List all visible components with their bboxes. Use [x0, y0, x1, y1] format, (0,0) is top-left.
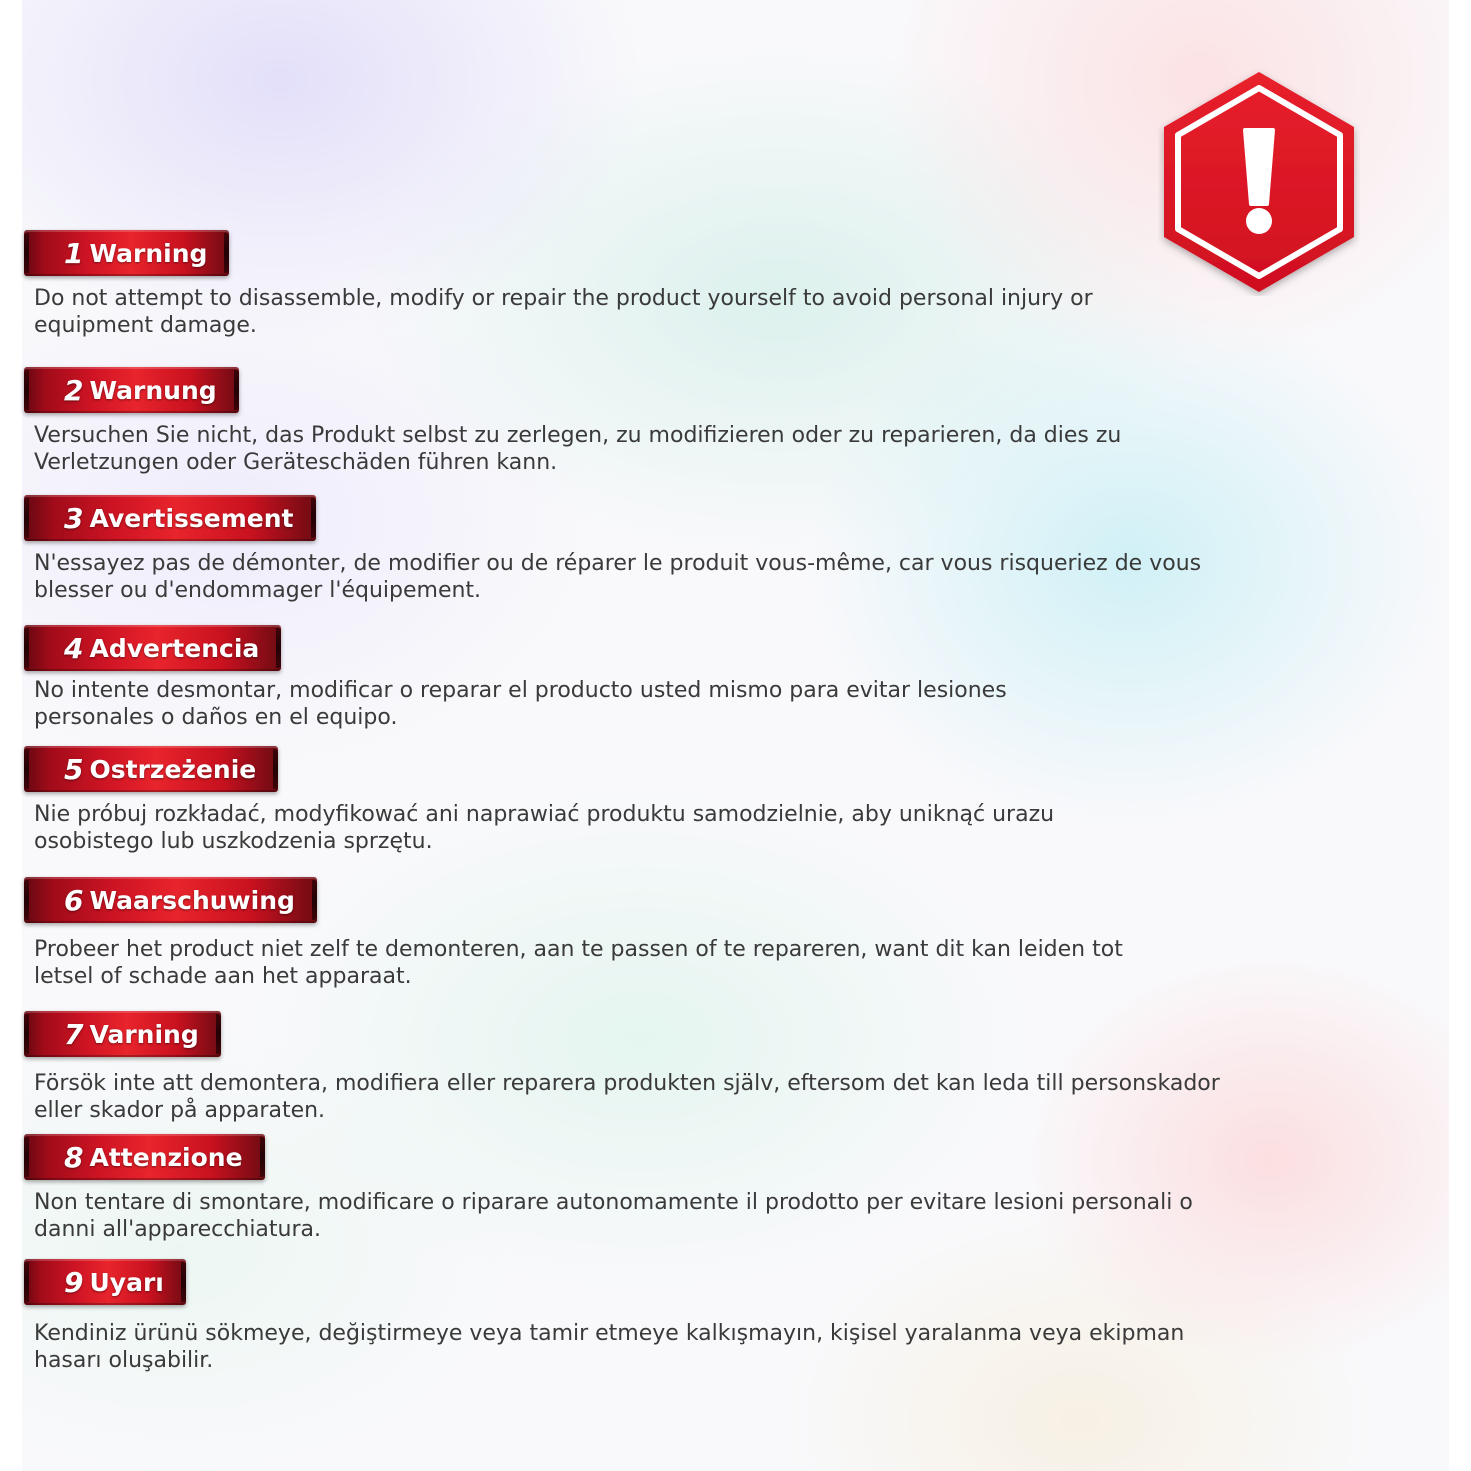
page-edge-right — [1449, 0, 1471, 1471]
section-title: Waarschuwing — [89, 885, 295, 915]
section-badge-7 — [24, 1011, 221, 1057]
section-text-line: Nie próbuj rozkładać, modyfikować ani naprawiać produktu samodzielnie, aby uniknąć urazu — [34, 802, 1055, 827]
section-title: Warning — [89, 238, 208, 268]
section-text-line: danni all'apparecchiatura. — [34, 1217, 321, 1242]
section-text-9 — [34, 1320, 1184, 1374]
section-text-6 — [34, 936, 1123, 990]
section-badge-3 — [24, 495, 316, 541]
section-title: Avertissement — [89, 503, 294, 533]
section-title: Attenzione — [89, 1142, 243, 1172]
section-text-line: Do not attempt to disassemble, modify or repair the product yourself to avoid personal injury or — [34, 286, 1093, 311]
section-text-line: Non tentare di smontare, modificare o riparare autonomamente il prodotto per evitare lesioni personali o — [34, 1190, 1193, 1215]
section-badge-4 — [24, 625, 281, 671]
section-title: Varning — [89, 1019, 199, 1049]
section-text-7 — [34, 1070, 1220, 1124]
section-text-line: Kendiniz ürünü sökmeye, değiştirmeye veya tamir etmeye kalkışmayın, kişisel yaralanma veya ekipman — [34, 1321, 1185, 1346]
section-text-line: N'essayez pas de démonter, de modifier ou de réparer le produit vous-même, car vous risqueriez de vous — [34, 551, 1202, 576]
section-text-line: personales o daños en el equipo. — [34, 705, 398, 730]
section-text-line: Verletzungen oder Geräteschäden führen kann. — [34, 450, 558, 475]
section-text-8 — [34, 1189, 1193, 1243]
section-number: 7 — [64, 1017, 84, 1051]
section-text-line: No intente desmontar, modificar o reparar el producto usted mismo para evitar lesiones — [34, 678, 1007, 703]
section-number: 4 — [64, 631, 84, 665]
section-badge-6 — [24, 877, 317, 923]
section-text-4 — [34, 677, 1007, 731]
section-text-line: Versuchen Sie nicht, das Produkt selbst zu zerlegen, zu modifizieren oder zu reparieren, da dies zu — [34, 423, 1122, 448]
section-text-line: Försök inte att demontera, modifiera eller reparera produkten själv, eftersom det kan leda till personskador — [34, 1071, 1220, 1096]
section-number: 1 — [64, 236, 84, 270]
section-text-5 — [34, 801, 1054, 855]
section-number: 6 — [64, 883, 84, 917]
section-text-1 — [34, 285, 1093, 339]
section-text-2 — [34, 422, 1121, 476]
section-title: Warnung — [89, 375, 217, 405]
section-number: 3 — [64, 501, 84, 535]
page-edge-left — [0, 0, 22, 1471]
section-text-line: Probeer het product niet zelf te demonteren, aan te passen of te repareren, want dit kan leiden tot — [34, 937, 1123, 962]
section-number: 8 — [64, 1140, 84, 1174]
section-text-line: hasarı oluşabilir. — [34, 1348, 214, 1373]
exclamation-hexagon-icon — [1158, 68, 1360, 296]
section-number: 2 — [64, 373, 84, 407]
section-badge-9 — [24, 1259, 186, 1305]
section-badge-2 — [24, 367, 239, 413]
section-number: 9 — [64, 1265, 84, 1299]
section-number: 5 — [64, 752, 84, 786]
section-text-line: eller skador på apparaten. — [34, 1098, 326, 1123]
section-text-3 — [34, 550, 1201, 604]
section-badge-5 — [24, 746, 278, 792]
section-text-line: equipment damage. — [34, 313, 257, 338]
section-badge-1 — [24, 230, 229, 276]
section-title: Advertencia — [89, 633, 260, 663]
section-text-line: letsel of schade aan het apparaat. — [34, 964, 412, 989]
section-title: Ostrzeżenie — [89, 754, 257, 784]
section-title: Uyarı — [89, 1267, 164, 1297]
section-badge-8 — [24, 1134, 265, 1180]
section-text-line: osobistego lub uszkodzenia sprzętu. — [34, 829, 433, 854]
section-text-line: blesser ou d'endommager l'équipement. — [34, 578, 482, 603]
